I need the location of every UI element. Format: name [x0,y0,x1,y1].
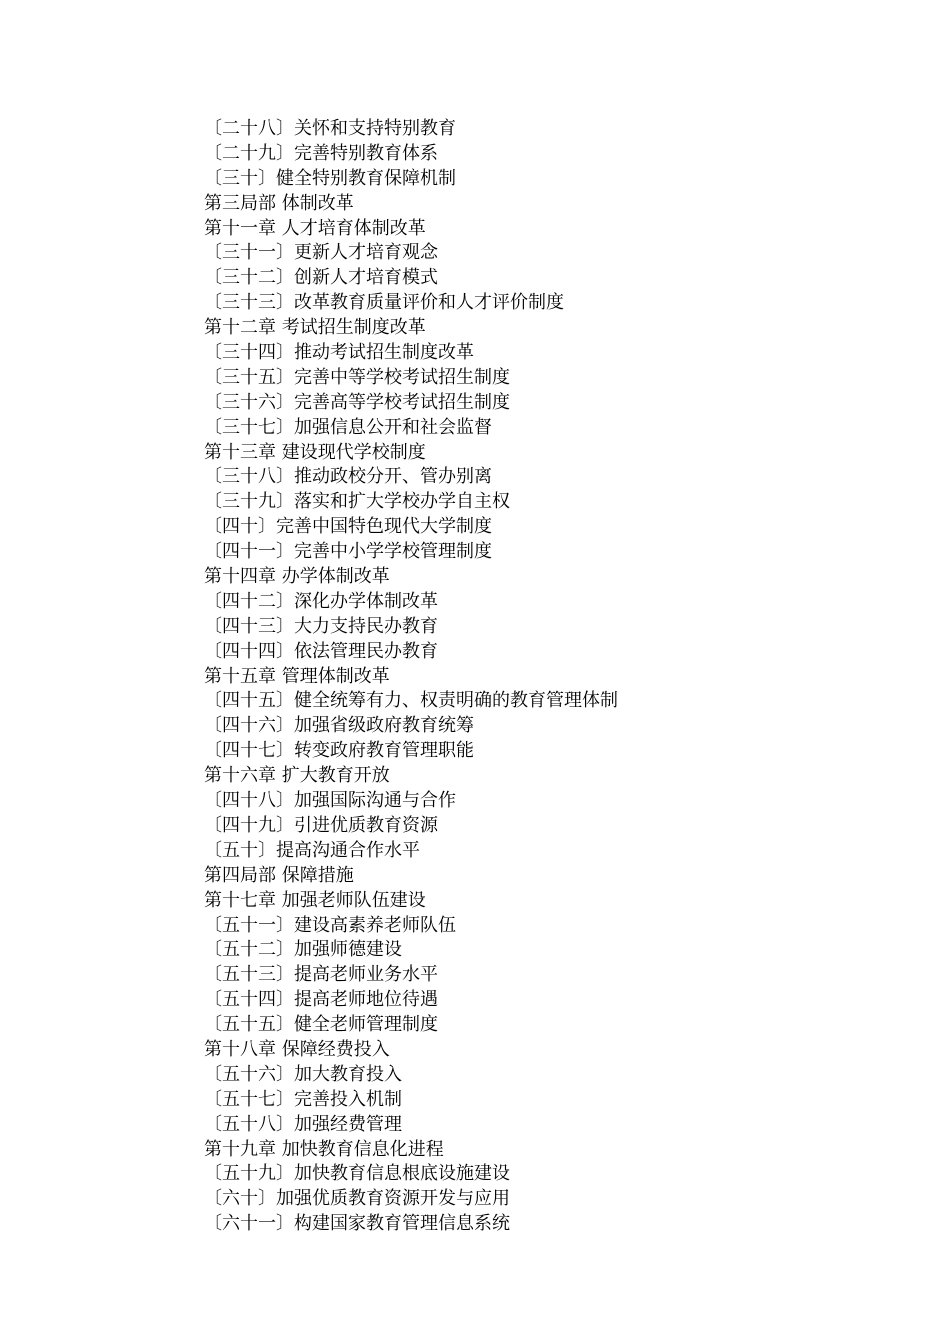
toc-section-item: 〔五十四〕提高老师地位待遇 [204,989,438,1011]
toc-section-item: 〔五十一〕建设高素养老师队伍 [204,914,456,936]
toc-section-item: 〔三十五〕完善中等学校考试招生制度 [204,366,510,388]
toc-section-item: 〔五十六〕加大教育投入 [204,1063,402,1085]
toc-section-item: 〔三十二〕创新人才培育模式 [204,267,438,289]
toc-section-item: 〔三十八〕推动政校分开、管办别离 [204,466,492,488]
toc-chapter-heading: 第十三章 建设现代学校制度 [204,441,426,463]
toc-section-item: 〔三十一〕更新人才培育观念 [204,242,438,264]
toc-section-item: 〔五十五〕健全老师管理制度 [204,1014,438,1036]
toc-section-item: 〔三十四〕推动考试招生制度改革 [204,342,474,364]
toc-chapter-heading: 第十八章 保障经费投入 [204,1038,390,1060]
toc-chapter-heading: 第十六章 扩大教育开放 [204,765,390,787]
toc-section-item: 〔四十二〕深化办学体制改革 [204,590,438,612]
toc-chapter-heading: 第十一章 人才培育体制改革 [204,217,426,239]
toc-section-item: 〔四十六〕加强省级政府教育统筹 [204,715,474,737]
toc-part-heading: 第三局部 体制改革 [204,192,354,214]
toc-section-item: 〔三十〕健全特别教育保障机制 [204,167,456,189]
toc-section-item: 〔三十三〕改革教育质量评价和人才评价制度 [204,292,564,314]
toc-section-item: 〔六十一〕构建国家教育管理信息系统 [204,1213,510,1235]
toc-chapter-heading: 第十五章 管理体制改革 [204,665,390,687]
toc-part-heading: 第四局部 保障措施 [204,864,354,886]
toc-section-item: 〔四十九〕引进优质教育资源 [204,814,438,836]
toc-chapter-heading: 第十九章 加快教育信息化进程 [204,1138,444,1160]
toc-section-item: 〔四十四〕依法管理民办教育 [204,640,438,662]
toc-section-item: 〔二十九〕完善特别教育体系 [204,142,438,164]
toc-section-item: 〔四十八〕加强国际沟通与合作 [204,790,456,812]
toc-section-item: 〔六十〕加强优质教育资源开发与应用 [204,1188,510,1210]
toc-section-item: 〔四十五〕健全统筹有力、权责明确的教育管理体制 [204,690,618,712]
toc-chapter-heading: 第十四章 办学体制改革 [204,566,390,588]
toc-section-item: 〔五十七〕完善投入机制 [204,1088,402,1110]
toc-section-item: 〔五十三〕提高老师业务水平 [204,964,438,986]
toc-chapter-heading: 第十二章 考试招生制度改革 [204,317,426,339]
toc-section-item: 〔五十〕提高沟通合作水平 [204,839,420,861]
toc-section-item: 〔五十八〕加强经费管理 [204,1113,402,1135]
toc-chapter-heading: 第十七章 加强老师队伍建设 [204,889,426,911]
toc-section-item: 〔三十六〕完善高等学校考试招生制度 [204,391,510,413]
toc-section-item: 〔三十九〕落实和扩大学校办学自主权 [204,491,510,513]
toc-section-item: 〔三十七〕加强信息公开和社会监督 [204,416,492,438]
toc-section-item: 〔二十八〕关怀和支持特别教育 [204,118,456,139]
table-of-contents [204,117,618,1237]
toc-section-item: 〔四十〕完善中国特色现代大学制度 [204,516,492,538]
toc-section-item: 〔五十九〕加快教育信息根底设施建设 [204,1163,510,1185]
toc-section-item: 〔五十二〕加强师德建设 [204,939,402,961]
toc-section-item: 〔四十一〕完善中小学学校管理制度 [204,541,492,563]
toc-section-item: 〔四十三〕大力支持民办教育 [204,615,438,637]
toc-section-item: 〔四十七〕转变政府教育管理职能 [204,740,474,762]
